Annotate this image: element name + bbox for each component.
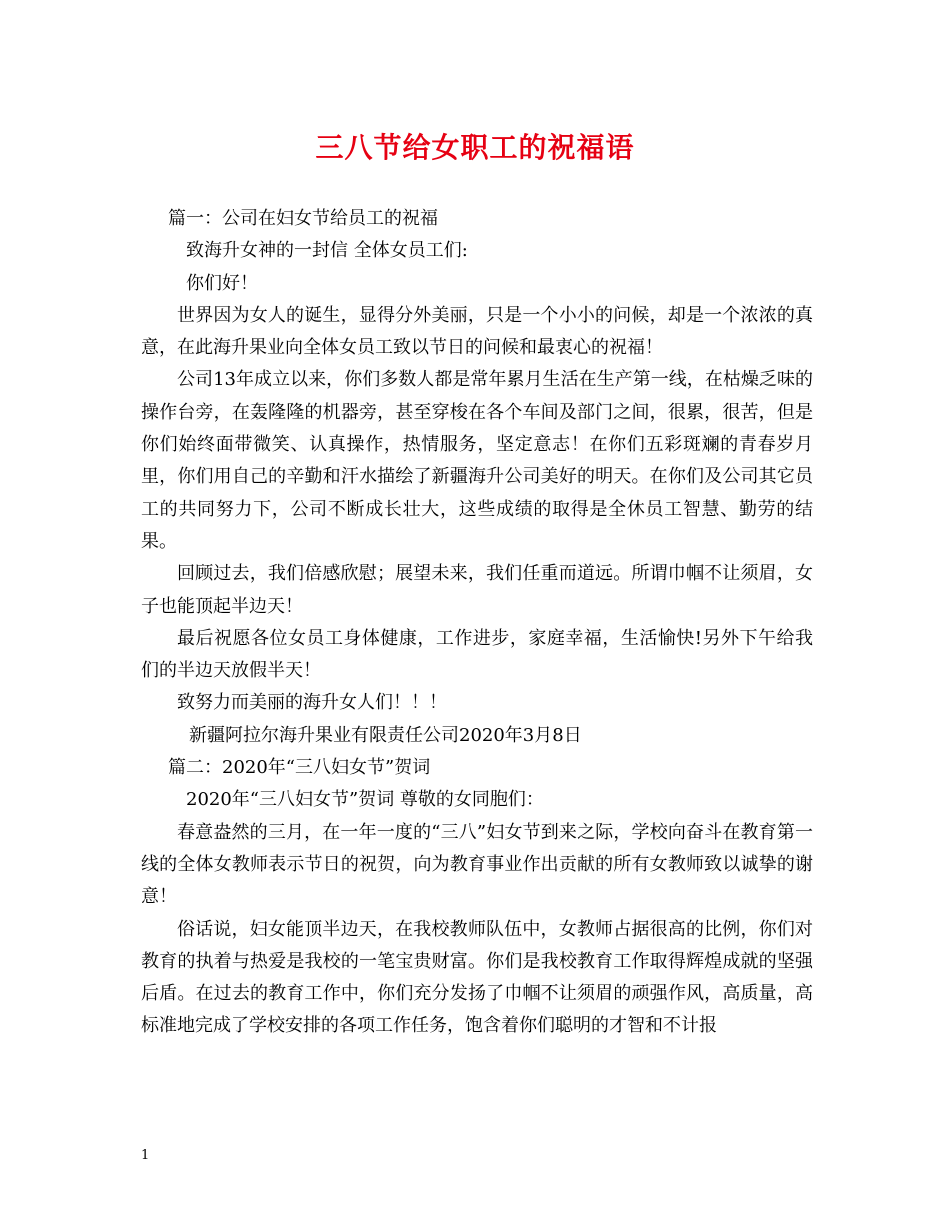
document-title: 三八节给女职工的祝福语 bbox=[315, 131, 635, 164]
body-paragraph: 最后祝愿各位女员工身体健康，工作进步，家庭幸福，生活愉快!另外下午给我们的半边天放假半天！ bbox=[141, 627, 813, 682]
body-paragraph: 致努力而美丽的海升女人们！！！ bbox=[177, 692, 447, 714]
document-body bbox=[141, 203, 813, 1043]
body-paragraph: 春意盎然的三月，在一年一度的“三八”妇女节到来之际，学校向奋斗在教育第一线的全体女教师表示节日的祝贺，向为教育事业作出贡献的所有女教师致以诚挚的谢意！ bbox=[141, 821, 813, 908]
section-heading: 篇二：2020年“三八妇女节”贺词 bbox=[168, 757, 431, 779]
letter-salutation: 致海升女神的一封信 全体女员工们: bbox=[186, 240, 468, 262]
letter-signature: 新疆阿拉尔海升果业有限责任公司2020年3月8日 bbox=[189, 724, 582, 746]
body-paragraph: 回顾过去，我们倍感欣慰；展望未来，我们任重而道远。所谓巾帼不让须眉，女子也能顶起半边天！ bbox=[141, 563, 813, 617]
body-paragraph: 俗话说，妇女能顶半边天，在我校教师队伍中，女教师占据很高的比例，你们对教育的执着与热爱是我校的一笔宝贵财富。你们是我校教育工作取得辉煌成就的坚强后盾。在过去的教育工作中，你们充分发扬了巾帼不让须眉的顽强作风，高质量，高标准地完成了学校安排的各项工作任务，饱含着你们聪明的才智和不计报 bbox=[141, 918, 813, 1037]
body-paragraph: 世界因为女人的诞生，显得分外美丽，只是一个小小的问候，却是一个浓浓的真意，在此海升果业向全体女员工致以节日的问候和最衷心的祝福！ bbox=[141, 304, 813, 359]
letter-salutation: 2020年“三八妇女节”贺词 尊敬的女同胞们： bbox=[186, 789, 544, 811]
letter-greeting: 你们好！ bbox=[186, 272, 258, 294]
page-number: 1 bbox=[141, 1148, 150, 1163]
body-paragraph: 公司13年成立以来，你们多数人都是常年累月生活在生产第一线，在枯燥乏味的操作台旁，在轰隆隆的机器旁，甚至穿梭在各个车间及部门之间，很累，很苦，但是你们始终面带微笑、认真操作，热情服务，坚定意志！在你们五彩斑斓的青春岁月里，你们用自己的辛勤和汗水描绘了新疆海升公司美好的明天。在你们及公司其它员工的共同努力下，公司不断成长壮大，这些成绩的取得是全休员工智慧、勤劳的结果。 bbox=[141, 369, 813, 552]
section-heading: 篇一：公司在妇女节给员工的祝福 bbox=[168, 208, 438, 229]
